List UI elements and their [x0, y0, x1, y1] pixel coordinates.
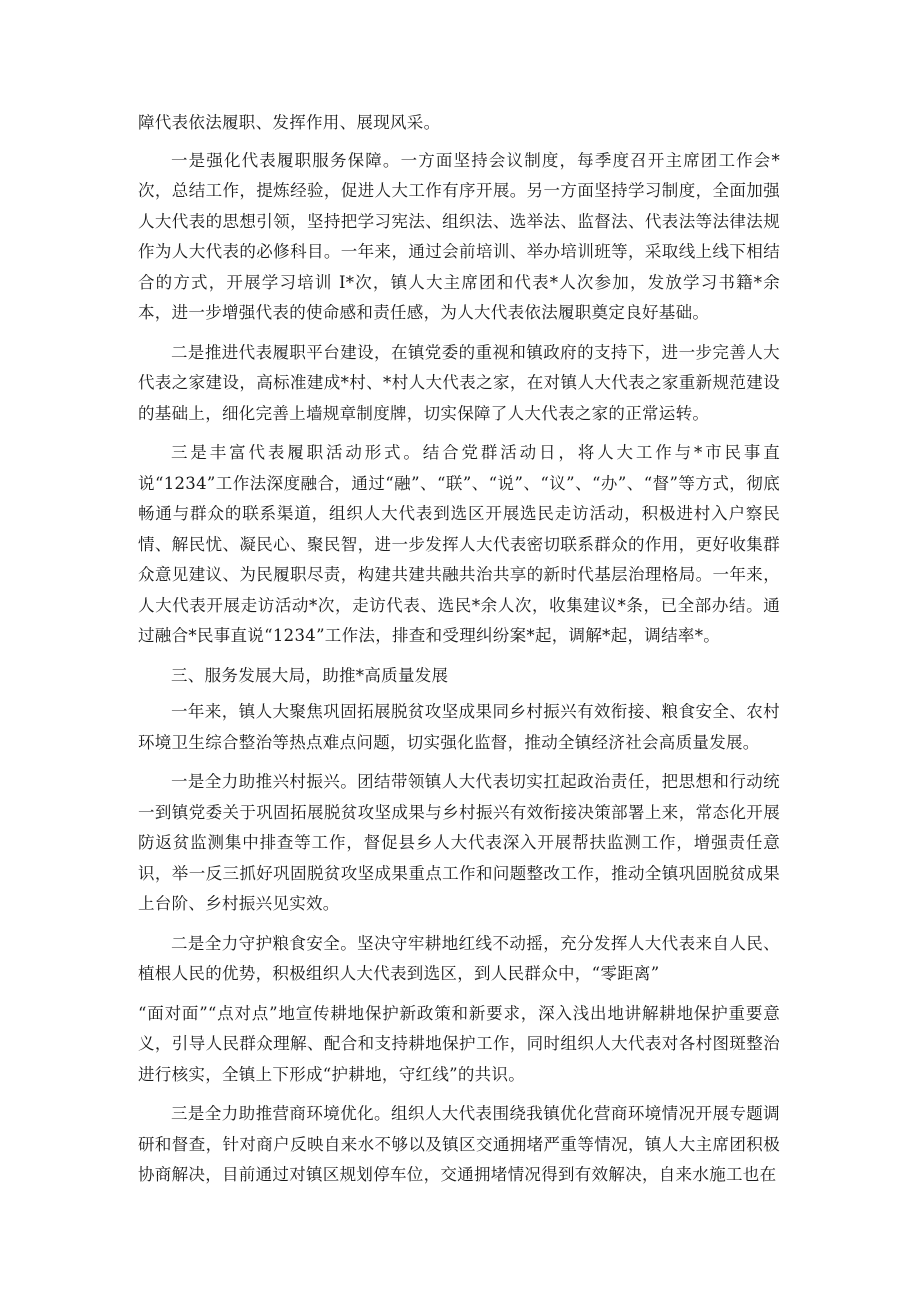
document-page [138, 108, 780, 1200]
paragraph: 二是推进代表履职平台建设，在镇党委的重视和镇政府的支持下，进一步完善人大代表之家建设，高标准建成*村、*村人大代表之家，在对镇人大代表之家重新规范建设的基础上，细化完善上墙规章制度牌，切实保障了人大代表之家的正常运转。 [138, 342, 780, 423]
paragraph: 三是丰富代表履职活动形式。结合党群活动日，将人大工作与*市民事直说“1234”工作法深度融合，通过“融”、“联”、“说”、“议”、“办”、“督”等方式，彻底畅通与群众的联系渠道，组织人大代表到选区开展选民走访活动，积极进村入户察民情、解民忧、凝民心、聚民智，进一步发挥人大代表密切联系群众的作用，更好收集群众意见建议、为民履职尽责，构建共建共融共治共享的新时代基层治理格局。一年来，人大代表开展走访活动*次，走访代表、选民*余人次，收集建议*条，已全部办结。通过融合*民事直说“1234”工作法，排查和受理纠纷案*起，调解*起，调结率*。 [138, 443, 780, 645]
paragraph: “面对面”“点对点”地宣传耕地保护新政策和新要求，深入浅出地讲解耕地保护重要意义，引导人民群众理解、配合和支持耕地保护工作，同时组织人大代表对各村图斑整治进行核实，全镇上下形成“护耕地，守红线”的共识。 [138, 1003, 780, 1084]
paragraph: 一年来，镇人大聚焦巩固拓展脱贫攻坚成果同乡村振兴有效衔接、粮食安全、农村环境卫生综合整治等热点难点问题，切实强化监督，推动全镇经济社会高质量发展。 [138, 702, 780, 752]
paragraph: 障代表依法履职、发挥作用、展现风采。 [138, 113, 441, 132]
paragraph: 三是全力助推营商环境优化。组织人大代表围绕我镇优化营商环境情况开展专题调研和督查，针对商户反映自来水不够以及镇区交通拥堵严重等情况，镇人大主席团积极协商解决，目前通过对镇区规划停车位，交通拥堵情况得到有效解决，自来水施工也在 [138, 1104, 780, 1184]
paragraph: 二是全力守护粮食安全。坚决守牢耕地红线不动摇，充分发挥人大代表来自人民、植根人民的优势，积极组织人大代表到选区，到人民群众中，“零距离” [138, 933, 780, 983]
paragraph: 一是全力助推兴村振兴。团结带领镇人大代表切实扛起政治责任，把思想和行动统一到镇党委关于巩固拓展脱贫攻坚成果与乡村振兴有效衔接决策部署上来，常态化开展防返贫监测集中排查等工作，督促县乡人大代表深入开展帮扶监测工作，增强责任意识，举一反三抓好巩固脱贫攻坚成果重点工作和问题整改工作，推动全镇巩固脱贫成果上台阶、乡村振兴见实效。 [138, 772, 780, 913]
section-heading: 三、服务发展大局，助推*高质量发展 [171, 665, 449, 685]
paragraph: 一是强化代表履职服务保障。一方面坚持会议制度，每季度召开主席团工作会*次，总结工作，提炼经验，促进人大工作有序开展。另一方面坚持学习制度，全面加强人大代表的思想引领，坚持把学习宪法、组织法、选举法、监督法、代表法等法律法规作为人大代表的必修科目。一年来，通过会前培训、举办培训班等，采取线上线下相结合的方式，开展学习培训 I*次，镇人大主席团和代表*人次参加，发放学习书籍*余本，进一步增强代表的使命感和责任感，为人大代表依法履职奠定良好基础。 [138, 150, 780, 322]
